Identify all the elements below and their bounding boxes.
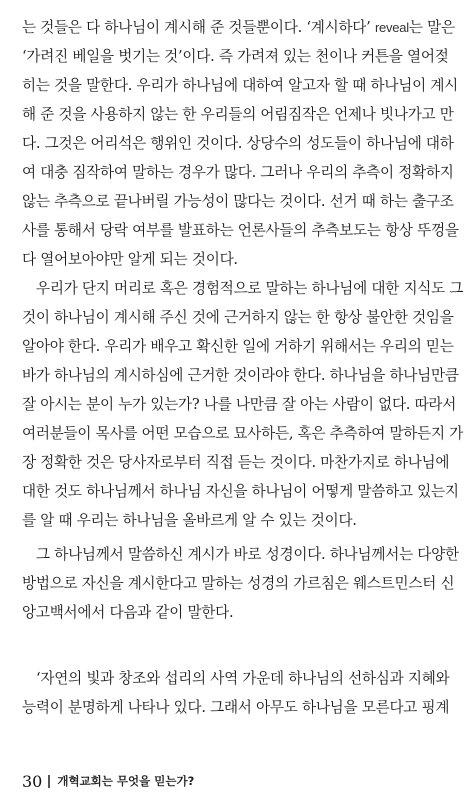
text-line-18: 를 알 때 우리는 하나님을 올바르게 알 수 있는 것이다. — [22, 512, 357, 529]
text-line-9: 다 열어보아야만 알게 되는 것이다. — [22, 251, 238, 268]
text-line-8: 사를 통해서 당락 여부를 발표하는 언론사들의 추측보도는 항상 뚜껑을 — [22, 222, 459, 239]
text-line-23: 능력이 분명하게 나타나 있다. 그래서 아무도 하나님을 모른다고 핑계 — [22, 699, 450, 716]
text-line-22: ‘자연의 빛과 창조와 섭리의 사역 가운데 하나님의 선하심과 지혜와 — [36, 670, 450, 687]
page-number: 30 — [22, 771, 43, 791]
text-line-7: 않는 추측으로 끝나버릴 가능성이 많다는 것이다. 선거 때 하는 출구조 — [22, 193, 454, 210]
text-line-21: 앙고백서에서 다음과 같이 말한다. — [22, 604, 234, 621]
text-line-10: 우리가 단지 머리로 혹은 경험적으로 말하는 하나님에 대한 지식도 그 — [36, 280, 464, 297]
text-line-11: 것이 하나님이 계시해 주신 것에 근거하지 않는 한 항상 불안한 것임을 — [22, 309, 454, 326]
text-line-15: 여러분들이 목사를 어떤 모습으로 묘사하든, 혹은 추측하여 말하든지 가 — [22, 425, 464, 442]
book-title: 개혁교회는 무엇을 믿는가? — [57, 774, 195, 788]
text-line-19: 그 하나님께서 말씀하신 계시가 바로 성경이다. 하나님께서는 다양한 — [36, 546, 459, 563]
footer-divider — [48, 775, 50, 788]
text-line-2: ‘가려진 베일을 벗기는 것’이다. 즉 가려져 있는 천이나 커튼을 열어젖 — [22, 48, 449, 65]
text-line-20: 방법으로 자신을 계시한다고 말하는 성경의 가르침은 웨스트민스터 신 — [22, 575, 455, 592]
latin-term: reveal — [374, 20, 409, 35]
text-line-12: 알아야 한다. 우리가 배우고 확신한 일에 거하기 위해서는 우리의 믿는 — [22, 338, 454, 355]
text-line-13: 바가 하나님의 계시하심에 근거한 것이라야 한다. 하나님을 하나님만큼 — [22, 367, 459, 384]
text-line-4: 해 준 것을 사용하지 않는 한 우리들의 어림짐작은 언제나 빗나가고 만 — [22, 106, 454, 123]
text-line-1-main: 는 것들은 다 하나님이 계시해 준 것들뿐이다. ‘계시하다’ — [22, 19, 371, 36]
text-line-17: 대한 것도 하나님께서 하나님 자신을 하나님이 어떻게 말씀하고 있는지 — [22, 483, 459, 500]
text-line-5: 다. 그것은 어리석은 행위인 것이다. 상당수의 성도들이 하나님에 대하 — [22, 135, 454, 152]
text-line-6: 여 대충 짐작하여 말하는 경우가 많다. 그러나 우리의 추측이 정확하지 — [22, 164, 454, 181]
text-line-3: 히는 것을 말한다. 우리가 하나님에 대하여 알고자 할 때 하나님이 계시 — [22, 77, 459, 94]
text-line-1 — [22, 18, 455, 38]
page-footer — [22, 770, 194, 792]
text-line-14: 잘 아시는 분이 누가 있는가? 나를 나만큼 잘 아는 사람이 없다. 따라서 — [22, 396, 457, 413]
text-line-1-tail: 는 말은 — [408, 19, 455, 36]
text-line-16: 장 정확한 것은 당사자로부터 직접 듣는 것이다. 마찬가지로 하나님에 — [22, 454, 450, 471]
